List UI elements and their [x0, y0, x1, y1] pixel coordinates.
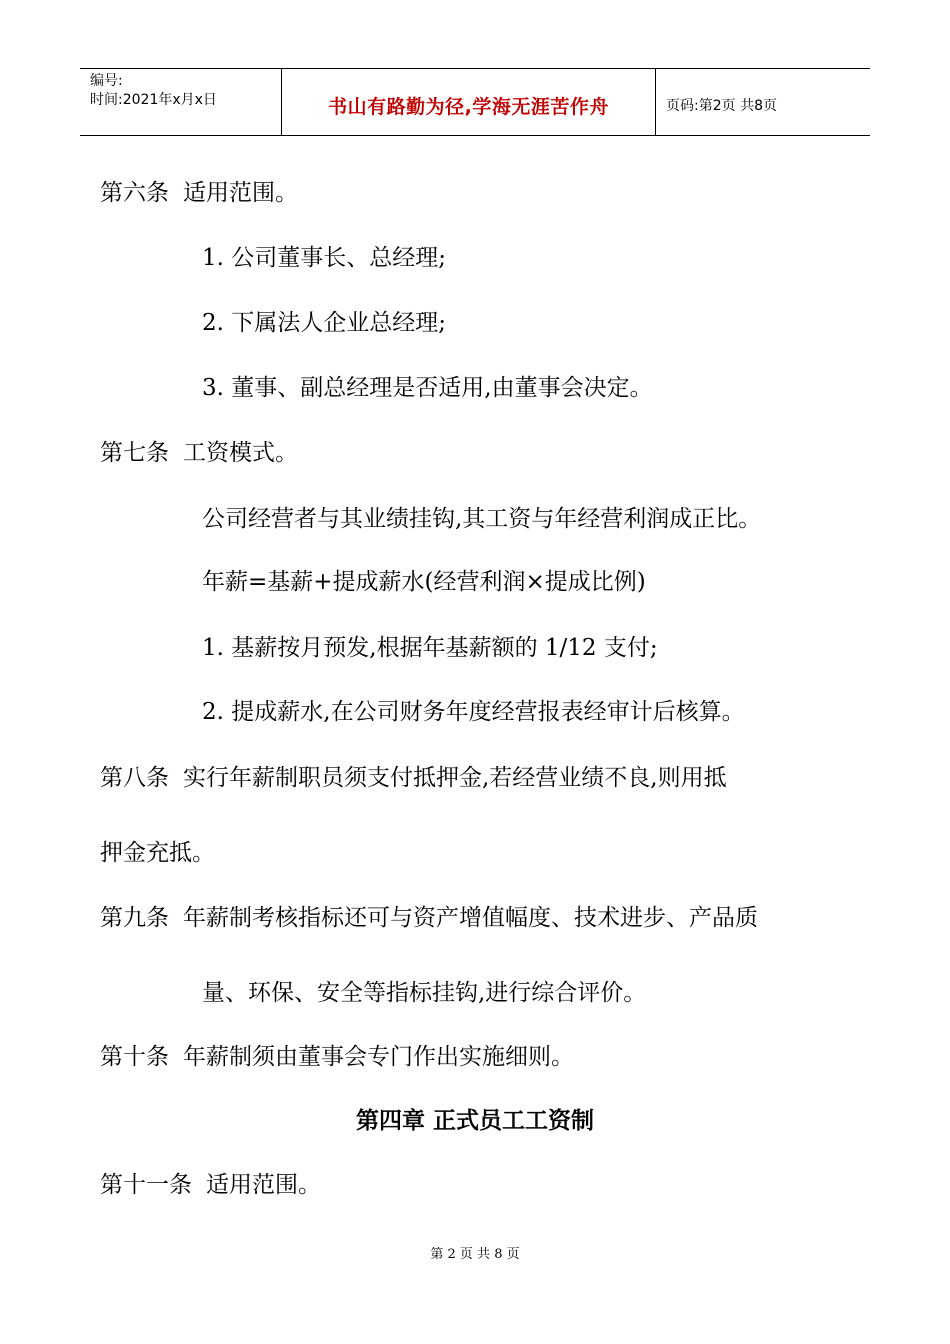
article-9-heading — [100, 903, 758, 933]
article-7-item-1: 1. 基薪按月预发,根据年基薪额的 1/12 支付; — [202, 635, 658, 661]
article-6-item-2: 2. 下属法人企业总经理; — [202, 310, 447, 336]
header-motto-cell — [282, 69, 656, 135]
article-11-title: 第十一条 — [100, 1172, 192, 1198]
article-10-heading — [100, 1042, 574, 1072]
article-6-title: 第六条 — [100, 180, 169, 206]
article-6-item-1: 1. 公司董事长、总经理; — [202, 245, 447, 271]
article-6-item-3: 3. 董事、副总经理是否适用,由董事会决定。 — [202, 375, 653, 401]
document-number-label: 编号: — [90, 73, 123, 89]
header-page-cell — [656, 69, 870, 135]
article-7-formula: 年薪=基薪+提成薪水(经营利润×提成比例) — [202, 569, 646, 595]
header-meta-cell — [80, 69, 282, 135]
article-7-item-2: 2. 提成薪水,在公司财务年度经营报表经审计后核算。 — [202, 699, 745, 725]
article-6-text: 适用范围。 — [183, 180, 298, 206]
article-8-title: 第八条 — [100, 765, 169, 791]
article-9-title: 第九条 — [100, 905, 169, 931]
document-time-label: 时间:2021年x月x日 — [90, 92, 217, 108]
article-6-heading — [100, 178, 298, 208]
article-8-heading — [100, 763, 727, 793]
article-8-text: 实行年薪制职员须支付抵押金,若经营业绩不良,则用抵 — [183, 765, 727, 791]
article-10-text: 年薪制须由董事会专门作出实施细则。 — [183, 1044, 574, 1070]
chapter-4-heading: 第四章 正式员工工资制 — [355, 1107, 594, 1134]
article-7-text: 工资模式。 — [183, 440, 298, 466]
article-9-text: 年薪制考核指标还可与资产增值幅度、技术进步、产品质 — [183, 905, 758, 931]
article-11-text: 适用范围。 — [206, 1172, 321, 1198]
article-11-heading — [100, 1170, 321, 1200]
article-10-title: 第十条 — [100, 1044, 169, 1070]
article-9-continuation: 量、环保、安全等指标挂钩,进行综合评价。 — [202, 980, 647, 1006]
article-7-title: 第七条 — [100, 440, 169, 466]
header-page-info: 页码:第2页 共8页 — [666, 98, 777, 114]
page-header — [80, 68, 870, 136]
article-8-continuation: 押金充抵。 — [100, 840, 215, 866]
page-footer: 第 2 页 共 8 页 — [430, 1247, 520, 1262]
header-motto: 书山有路勤为径,学海无涯苦作舟 — [328, 95, 609, 118]
article-7-heading — [100, 438, 298, 468]
article-7-paragraph-1: 公司经营者与其业绩挂钩,其工资与年经营利润成正比。 — [202, 506, 762, 532]
